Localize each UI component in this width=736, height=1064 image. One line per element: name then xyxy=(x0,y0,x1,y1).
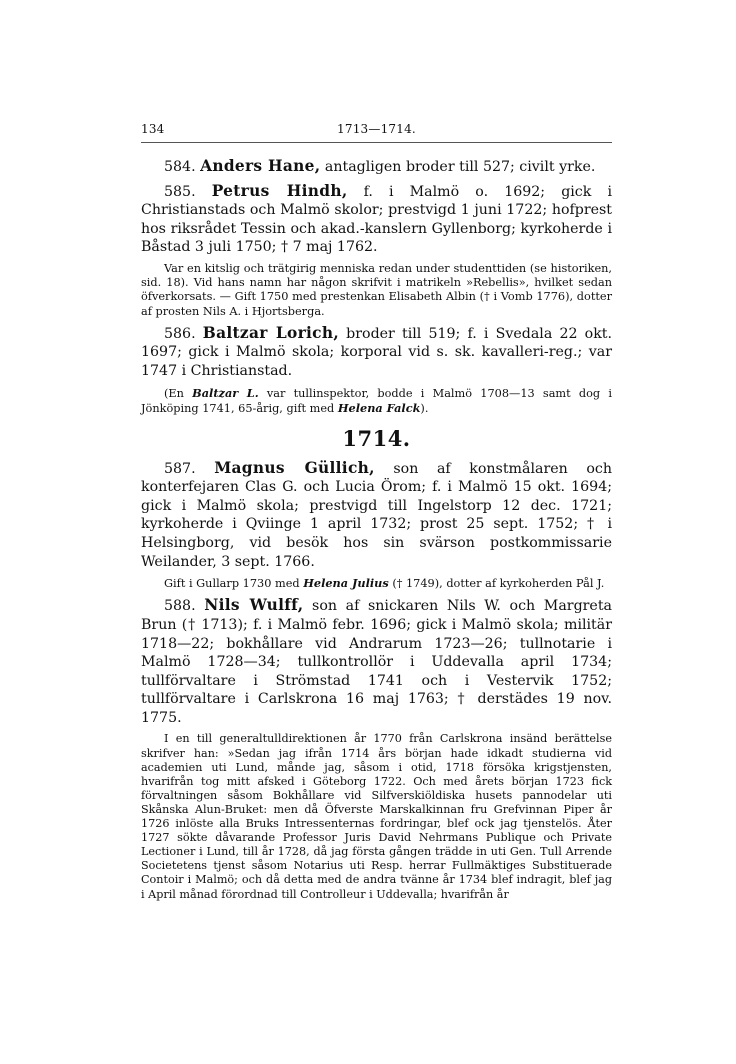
entry-number: 588. xyxy=(164,598,196,615)
entry-name: Baltzar Lorich, xyxy=(202,323,339,342)
book-page xyxy=(141,122,612,907)
header-rule xyxy=(141,142,612,143)
entry-text: broder till 519; f. i Svedala 22 okt. 1697; gick i Malmö skola; korporal vid s. sk. kavalleri-reg.; var 1747 i Christianstad. xyxy=(141,325,613,379)
entry-number: 586. xyxy=(164,325,196,342)
entry-name: Nils Wulff, xyxy=(204,596,304,615)
entry-number: 587. xyxy=(164,460,196,477)
entry-text: antagligen broder till 527; civilt yrke. xyxy=(324,159,596,175)
entry-584 xyxy=(141,157,612,177)
entry-note: I en till generaltulldirektionen år 1770 från Carlskrona insänd berättelse skrifver han: »Sedan jag ifrån 1714 års början hade idkadt studierna vid academien uti Lund, månde jag, såsom i otid, 1718 försöka krigstjensten, hvarifrån tog mitt afsked i Göteborg 1722. Och med årets början 1723 fick förvaltningen såsom Bokhållare vid Silfverskiöldiska husets pannodelar uti Skånska Alun-Bruket: men då Öfverste Marskalkinnan fru Grefvinnan Piper år 1726 inlöste alla Bruks Intressenternas fordringar, blef ock jag tjenstelös. Åter 1727 sökte dåvarande Professor Juris David Nehrmans Publique och Private Lectioner i Lund, till år 1728, då jag första gången trädde in uti Gen. Tull Arrende Societetens tjenst såsom Notarius uti Resp. herrar Fullmäktiges Substituerade Contoir i Malmö; och då detta med de andra tvänne år 1734 blef indragit, blef jag i April månad förordnad till Controlleur i Uddevalla; hvarifrån år xyxy=(141,732,612,901)
page-body xyxy=(141,157,612,902)
entry-number: 585. xyxy=(164,183,196,200)
entry-number: 584. xyxy=(164,159,196,175)
entry-name: Petrus Hindh, xyxy=(211,181,348,200)
page-header xyxy=(141,122,612,136)
running-title: 1713—1714. xyxy=(337,122,416,136)
entry-587 xyxy=(141,459,612,572)
entry-text: f. i Malmö o. 1692; gick i Christianstads och Malmö skolor; prestvigd 1 juni 1722; hofprest hos riksrådet Tessin och akad.-kanslern Gyllenborg; kyrkoherde i Båstad 3 juli 1750; † 7 maj 1762. xyxy=(141,183,613,256)
entry-588 xyxy=(141,596,612,727)
entry-text: son af konstmålaren och konterfejaren Clas G. och Lucia Örom; f. i Malmö 15 okt. 1694; gick i Malmö skola; prestvigd till Ingelstorp 12 dec. 1721; kyrkoherde i Qviinge 1 april 1732; prost 25 sept. 1752; † i Helsingborg, vid besök hos sin svärson postkommissarie Weilander, 3 sept. 1766. xyxy=(141,460,612,570)
entry-585 xyxy=(141,182,612,257)
entry-name: Magnus Güllich, xyxy=(214,458,375,477)
entry-586 xyxy=(141,324,612,381)
entry-name: Anders Hane, xyxy=(200,157,321,175)
page-number: 134 xyxy=(141,122,165,136)
entry-text: son af snickaren Nils W. och Margreta Brun († 1713); f. i Malmö febr. 1696; gick i Malmö skola; militär 1718—22; bokhållare vid Andrarum 1723—26; tullnotarie i Malmö 1728—34; tullkontrollör i Uddevalla april 1734; tullförvaltare i Strömstad 1741 och i Vestervik 1752; tullförvaltare i Carlskrona 16 maj 1763; † derstädes 19 nov. 1775. xyxy=(141,598,612,726)
entry-note: Var en kitslig och trätgirig menniska redan under studenttiden (se historiken, sid. 18). Vid hans namn har någon skrifvit i matrikeln »Rebellis», hvilket sedan öfverkorsats. — Gift 1750 med prestenkan Elisabeth Albin († i Vomb 1776), dotter af prosten Nils A. i Hjortsberga. xyxy=(141,261,612,318)
year-heading: 1714. xyxy=(342,425,411,451)
entry-note: (En Baltzar L. var tullinspektor, bodde i Malmö 1708—13 samt dog i Jönköping 1741, 65-årig, gift med Helena Falck). xyxy=(141,385,612,415)
entry-note: Gift i Gullarp 1730 med Helena Julius († 1749), dotter af kyrkoherden Pål J. xyxy=(164,576,605,591)
